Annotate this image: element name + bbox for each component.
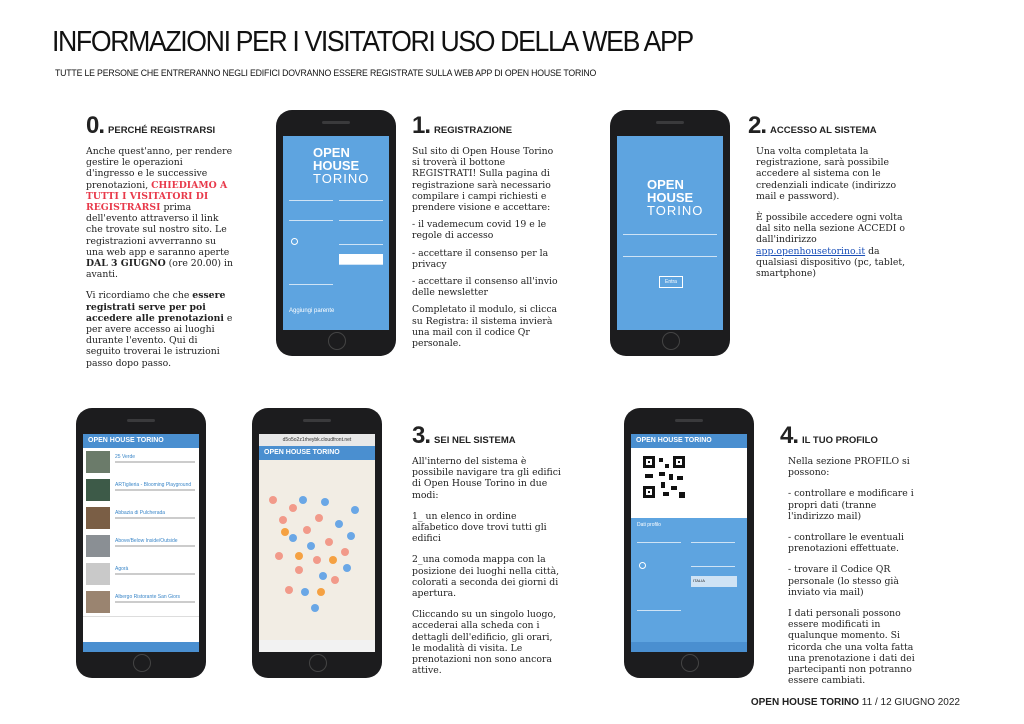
phone-speaker bbox=[322, 121, 350, 124]
home-button bbox=[309, 654, 327, 672]
birthdate-field[interactable] bbox=[339, 234, 383, 245]
s4-item1: - controllare e modificare i propri dati (tranne l'indirizzo mail) bbox=[788, 488, 914, 522]
phone-field[interactable] bbox=[637, 600, 681, 611]
phone-speaker bbox=[303, 419, 331, 422]
gender-radio[interactable] bbox=[639, 562, 646, 569]
s4-item3: - trovare il Codice QR personale (lo stesso già inviato via mail) bbox=[788, 564, 899, 598]
country-select[interactable] bbox=[339, 254, 383, 265]
map-dots[interactable] bbox=[259, 460, 375, 630]
browser-nav-bar[interactable] bbox=[259, 640, 375, 652]
add-relative-button[interactable]: Aggiungi parente bbox=[289, 308, 335, 314]
s0-p1-highlight: CHIEDIAMO A TUTTI I VISITATORI DI REGISTRARSI bbox=[86, 179, 228, 214]
login-screen bbox=[617, 136, 723, 330]
s0-p2c: e per avere accesso ai luoghi durante l'evento. Qui di seguito troverai le istruzioni passo dopo passo. bbox=[86, 312, 233, 369]
login-password-field[interactable] bbox=[623, 246, 717, 257]
section-4-text bbox=[788, 456, 920, 696]
section-1-heading bbox=[412, 112, 512, 140]
s1-item3: - accettare il consenso all'invio delle newsletter bbox=[412, 276, 558, 299]
password-field[interactable] bbox=[339, 210, 383, 221]
s2-p1: Una volta completata la registrazione, sarà possibile accedere al sistema con le credenziali indicate (indirizzo mail e password). bbox=[756, 146, 897, 202]
login-email-field[interactable] bbox=[623, 224, 717, 235]
phone-registration bbox=[276, 110, 396, 356]
app-link[interactable]: app.openhousetorino.it bbox=[756, 245, 866, 257]
s0-p1-date: DAL 3 GIUGNO bbox=[86, 258, 166, 270]
tab-bar[interactable] bbox=[83, 642, 199, 652]
list-item[interactable]: Abbazia di Pulcherada bbox=[83, 504, 199, 533]
s3-p4: Cliccando su un singolo luogo, accederai alla scheda con i dettagli dell'edificio, gli orari, le modalità di visita. Le prenotazioni non sono ancora attive. bbox=[412, 609, 557, 677]
birthdate-field[interactable] bbox=[691, 556, 735, 567]
surname-field[interactable] bbox=[691, 532, 735, 543]
list-screen bbox=[83, 434, 199, 652]
section-2-text bbox=[756, 146, 906, 289]
home-button bbox=[662, 332, 680, 350]
list-item[interactable]: 25 Verde bbox=[83, 448, 199, 477]
footer-brand: OPEN HOUSE TORINO bbox=[750, 697, 860, 708]
section-1-number: 1. bbox=[412, 112, 431, 139]
name-field[interactable] bbox=[289, 190, 333, 201]
list-app-bar: OPEN HOUSE TORINO bbox=[83, 434, 199, 448]
s4-item2: - controllare le eventuali prenotazioni effettuate. bbox=[788, 532, 904, 555]
browser-url-bar[interactable]: d5o5o2z1rheybk.cloudfront.net bbox=[259, 434, 375, 446]
s2-p2a: È possibile accedere ogni volta dal sito nella sezione ACCEDI o dall'indirizzo bbox=[756, 212, 905, 246]
s4-p2: I dati personali possono essere modificati in qualunque momento. Si ricorda che una volta fatta una prenotazione i dati dei partecipanti non potranno essere cambiati. bbox=[788, 608, 915, 687]
profile-heading: Dati profilo bbox=[637, 522, 661, 528]
home-button bbox=[681, 654, 699, 672]
s3-p3: 2_una comoda mappa con la posizione dei luoghi nella città, colorati a seconda dei giorni di apertura. bbox=[412, 554, 560, 600]
s0-p2-bold: essere registrati serve per poi accedere alle prenotazioni bbox=[86, 290, 226, 324]
section-3-number: 3. bbox=[412, 422, 431, 449]
list-item[interactable]: ARTiglieria - Blooming Playground bbox=[83, 476, 199, 505]
section-4-heading bbox=[780, 422, 878, 450]
s3-p1: All'interno del sistema è possibile navigare tra gli edifici di Open House Torino in due modi: bbox=[412, 456, 561, 501]
gender-radio[interactable] bbox=[291, 238, 298, 245]
name-field[interactable] bbox=[637, 532, 681, 543]
list-item[interactable]: Agorà bbox=[83, 560, 199, 589]
qr-code-icon bbox=[641, 454, 687, 500]
phone-speaker bbox=[656, 121, 684, 124]
footer-dates: 11 / 12 GIUGNO 2022 bbox=[861, 697, 960, 708]
map-app-bar: OPEN HOUSE TORINO bbox=[259, 446, 375, 460]
registration-screen bbox=[283, 136, 389, 330]
page-title: INFORMAZIONI PER I VISITATORI USO DELLA WEB APP bbox=[52, 26, 693, 58]
s4-p1: Nella sezione PROFILO si possono: bbox=[788, 456, 910, 479]
profile-app-bar: OPEN HOUSE TORINO bbox=[631, 434, 747, 448]
section-3-text bbox=[412, 456, 562, 686]
s0-p2a: Vi ricordiamo che che bbox=[86, 290, 190, 302]
section-2-label: ACCESSO AL SISTEMA bbox=[770, 125, 877, 136]
section-2-heading bbox=[748, 112, 877, 140]
section-4-number: 4. bbox=[780, 422, 799, 449]
s0-p1c: (ore 20.00) in avanti. bbox=[86, 258, 233, 281]
section-0-label: PERCHÉ REGISTRARSI bbox=[108, 125, 216, 136]
home-button bbox=[133, 654, 151, 672]
map-screen bbox=[259, 434, 375, 652]
section-0-heading bbox=[86, 112, 215, 140]
section-1-text bbox=[412, 146, 562, 359]
page-subtitle: TUTTE LE PERSONE CHE ENTRERANNO NEGLI EDIFICI DOVRANNO ESSERE REGISTRATE SULLA WEB APP DI OPEN HOUSE TORINO bbox=[55, 68, 597, 79]
phone-field[interactable] bbox=[289, 274, 333, 285]
footer bbox=[751, 697, 960, 708]
phone-speaker bbox=[675, 419, 703, 422]
tab-bar[interactable] bbox=[631, 642, 747, 652]
profile-screen bbox=[631, 434, 747, 652]
s2-p2b: da qualsiasi dispositivo (pc, tablet, smartphone) bbox=[756, 245, 906, 280]
open-house-logo: OPEN HOUSE TORINO bbox=[313, 145, 370, 186]
list-item[interactable]: Above/Below Inside/Outside bbox=[83, 532, 199, 561]
section-0-text bbox=[86, 146, 234, 379]
s1-item1: - il vademecum covid 19 e le regole di accesso bbox=[412, 219, 547, 242]
s3-p2: 1_ un elenco in ordine alfabetico dove trovi tutti gli edifici bbox=[412, 510, 547, 545]
section-2-number: 2. bbox=[748, 112, 767, 139]
section-4-label: IL TUO PROFILO bbox=[802, 435, 878, 446]
s1-p2: Completato il modulo, si clicca su Registra: il sistema invierà una mail con il codice Qr personale. bbox=[412, 304, 558, 350]
email-field[interactable] bbox=[289, 210, 333, 221]
section-1-label: REGISTRAZIONE bbox=[434, 125, 513, 136]
country-select[interactable]: ITALIA bbox=[691, 576, 737, 587]
open-house-logo: OPEN HOUSE TORINO bbox=[647, 177, 704, 218]
home-button bbox=[328, 332, 346, 350]
phone-list bbox=[76, 408, 206, 678]
section-3-label: SEI NEL SISTEMA bbox=[434, 435, 516, 446]
section-3-heading bbox=[412, 422, 516, 450]
list-item[interactable]: Albergo Ristorante San Giors bbox=[83, 588, 199, 617]
s1-p1: Sul sito di Open House Torino si troverà il bottone REGISTRATI! Sulla pagina di registrazione sarà necessario compilare i campi richiesti e prendere visione e accettare: bbox=[412, 146, 554, 214]
phone-login bbox=[610, 110, 730, 356]
phone-speaker bbox=[127, 419, 155, 422]
surname-field[interactable] bbox=[339, 190, 383, 201]
profile-form bbox=[631, 518, 747, 642]
s1-item2: - accettare il consenso per la privacy bbox=[412, 247, 549, 270]
section-0-number: 0. bbox=[86, 112, 105, 139]
s0-p1a: Anche quest'anno, per rendere gestire le operazioni d'ingresso e le successive prenotazioni, bbox=[86, 146, 233, 191]
s0-p1b: prima dell'evento attraverso il link che trovate sul nostro sito. Le registrazioni avverranno su una web app e saranno aperte bbox=[86, 202, 230, 258]
phone-map bbox=[252, 408, 382, 678]
phone-profile bbox=[624, 408, 754, 678]
login-button[interactable]: Entra bbox=[659, 276, 683, 288]
